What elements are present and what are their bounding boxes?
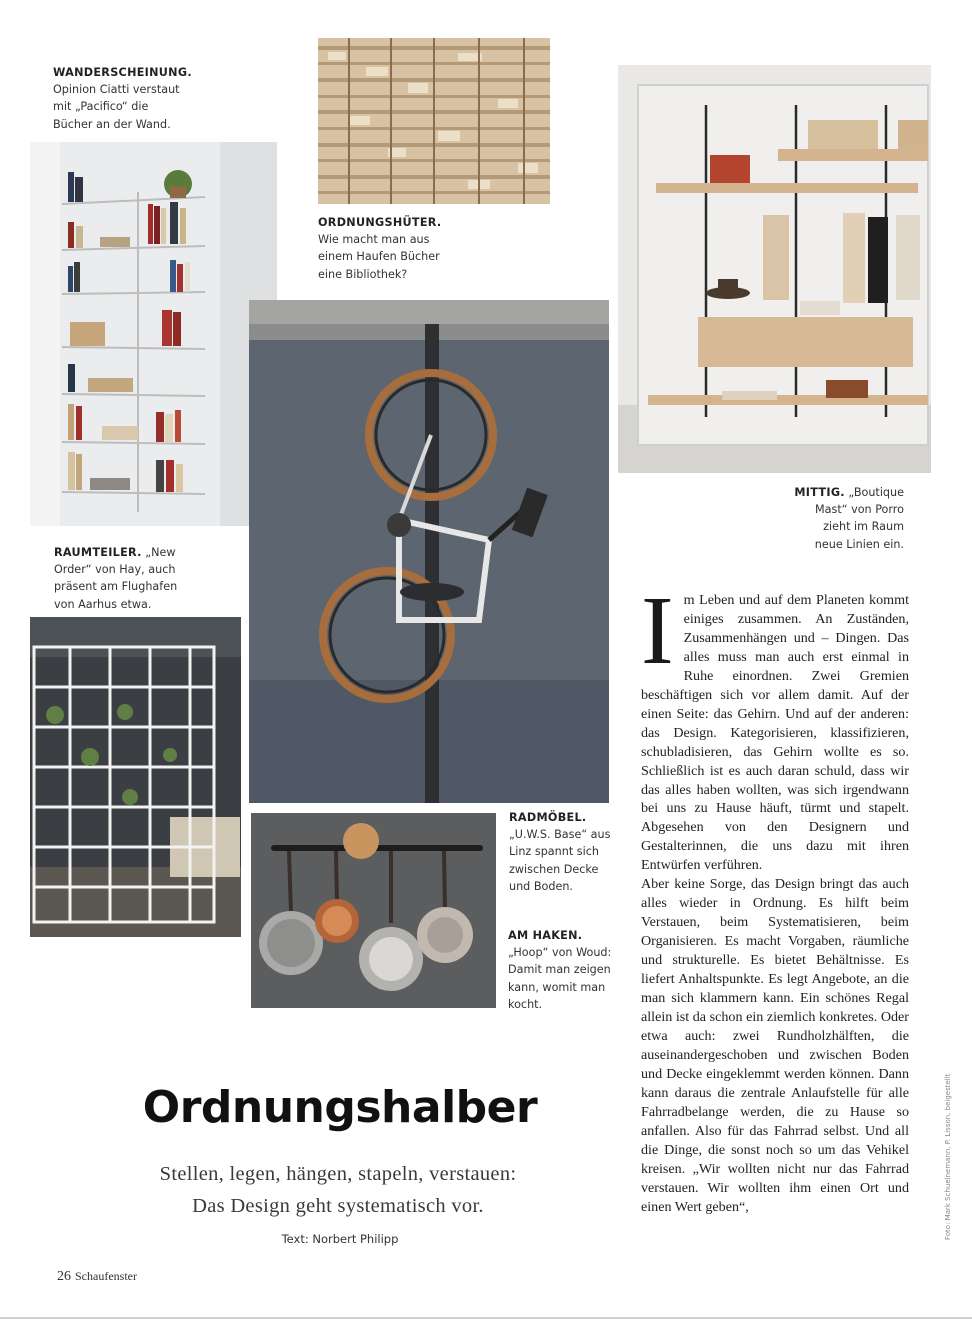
photo-book-stack <box>318 38 550 204</box>
photo-shelf-divider <box>30 617 241 937</box>
page-folio <box>57 1268 137 1285</box>
caption-line: eine Bibliothek? <box>318 267 408 281</box>
caption-line: kocht. <box>508 997 543 1011</box>
caption-line: Bücher an der Wand. <box>53 117 171 131</box>
photo-bike-storage <box>249 300 609 803</box>
article-body <box>641 577 909 1216</box>
caption-line: „New <box>145 546 176 559</box>
caption-line: Opinion Ciatti verstaut <box>53 83 180 97</box>
caption-line: Order“ von Hay, auch <box>54 563 176 577</box>
body-paragraph: m Leben und auf dem Planeten kommt einiges zusammen. An Zuständen, Zusammenhängen und – Dingen. Das alles muss man auch erst einmal in Ruhe einordnen. Zwei Gremien beschäftigen sich vor allem damit. Auf der einen Seite: das Gehirn. Und auf der anderen: das Design. Kategorisieren, klassifizieren, schubladisieren, das Gehirn wollte es so. Schließlich ist es auch daran schuld, dass wir das alles haben wollten, was sich irgendwann bei uns zu Hause häuft, türmt und stapelt. Abgesehen von den Designern und Gestalterinnen, die uns dazu mit ihren Entwürfen verführen. <box>641 592 909 874</box>
caption-am-haken <box>508 927 636 1013</box>
caption-head: WANDERSCHEINUNG. <box>53 66 192 79</box>
page-number: 26 <box>57 1269 71 1284</box>
caption-line: neue Linien ein. <box>814 537 904 551</box>
body-paragraph: Aber keine Sorge, das Design bringt das auch alles wieder in Ordnung. Es hilft beim Verstauen, beim Systematisieren, beim Organisieren. Es macht Vorgaben, räumliche und strukturelle. Es bietet Behältnisse. Es liefert Anhaltspunkte. Es legt Angebote, an die man sich klammern kann. Ein schönes Regal allein ist da schon ein ziemlich konkretes. Oder etwa auch: zwei Rundholzhälften, die auseinandergeschoben und zwischen Boden und Decke eingeklemmt werden können. Dann kann daraus die zentrale Anlaufstelle für alle Fahrradbelange werden, die zu Hause so anfallen. Also für das Fahrrad selbst. Und all die Dinge, die sonst noch so um das Vehikel kreisen. „Wir wollten nicht nur das Fahrrad verstauen. Wir wollten ihm einen Ort und einen Wert geben“, <box>641 876 909 1215</box>
deck-line: Stellen, legen, hängen, stapeln, verstauen: <box>159 1163 517 1185</box>
caption-line: zwischen Decke <box>509 862 599 876</box>
caption-line: mit „Pacifico“ die <box>53 100 149 114</box>
byline: Text: Norbert Philipp <box>281 1232 399 1246</box>
article-deck <box>118 1158 558 1222</box>
caption-line: präsent am Flughafen <box>54 580 178 594</box>
photo-boutique-shelving <box>618 65 931 473</box>
caption-head: AM HAKEN. <box>508 929 583 942</box>
photo-credit: Foto: Mark Schuelnemann, P. Lisson, beigestellt <box>944 1073 952 1240</box>
drop-cap: I <box>641 577 674 685</box>
page-edge <box>0 1317 972 1319</box>
caption-line: „Hoop“ von Woud: <box>508 946 612 960</box>
caption-line: Damit man zeigen <box>508 963 611 977</box>
caption-line: und Boden. <box>509 879 573 893</box>
caption-mittig <box>700 484 904 553</box>
caption-line: „U.W.S. Base“ aus <box>509 828 611 842</box>
caption-line: einem Haufen Bücher <box>318 250 440 264</box>
caption-line: Linz spannt sich <box>509 845 599 859</box>
caption-raumteiler <box>54 544 244 613</box>
photo-wall-bookshelf <box>30 142 277 526</box>
caption-line: zieht im Raum <box>823 520 904 534</box>
deck-line: Das Design geht systematisch vor. <box>192 1195 484 1217</box>
caption-line: Mast“ von Porro <box>815 503 904 517</box>
caption-head: MITTIG. <box>794 486 845 499</box>
caption-wanderscheinung <box>53 64 243 133</box>
caption-line: Wie macht man aus <box>318 233 430 247</box>
caption-line: von Aarhus etwa. <box>54 597 152 611</box>
caption-radmoebel <box>509 809 634 895</box>
caption-head: ORDNUNGSHÜTER. <box>318 216 442 229</box>
article-headline: Ordnungshalber <box>142 1082 538 1133</box>
caption-ordnungshueter <box>318 214 508 283</box>
section-name: Schaufenster <box>75 1269 137 1283</box>
photo-hanging-pans <box>251 813 496 1008</box>
caption-line: „Boutique <box>848 486 904 499</box>
caption-head: RADMÖBEL. <box>509 811 587 824</box>
caption-head: RAUMTEILER. <box>54 546 142 559</box>
caption-line: kann, womit man <box>508 980 606 994</box>
